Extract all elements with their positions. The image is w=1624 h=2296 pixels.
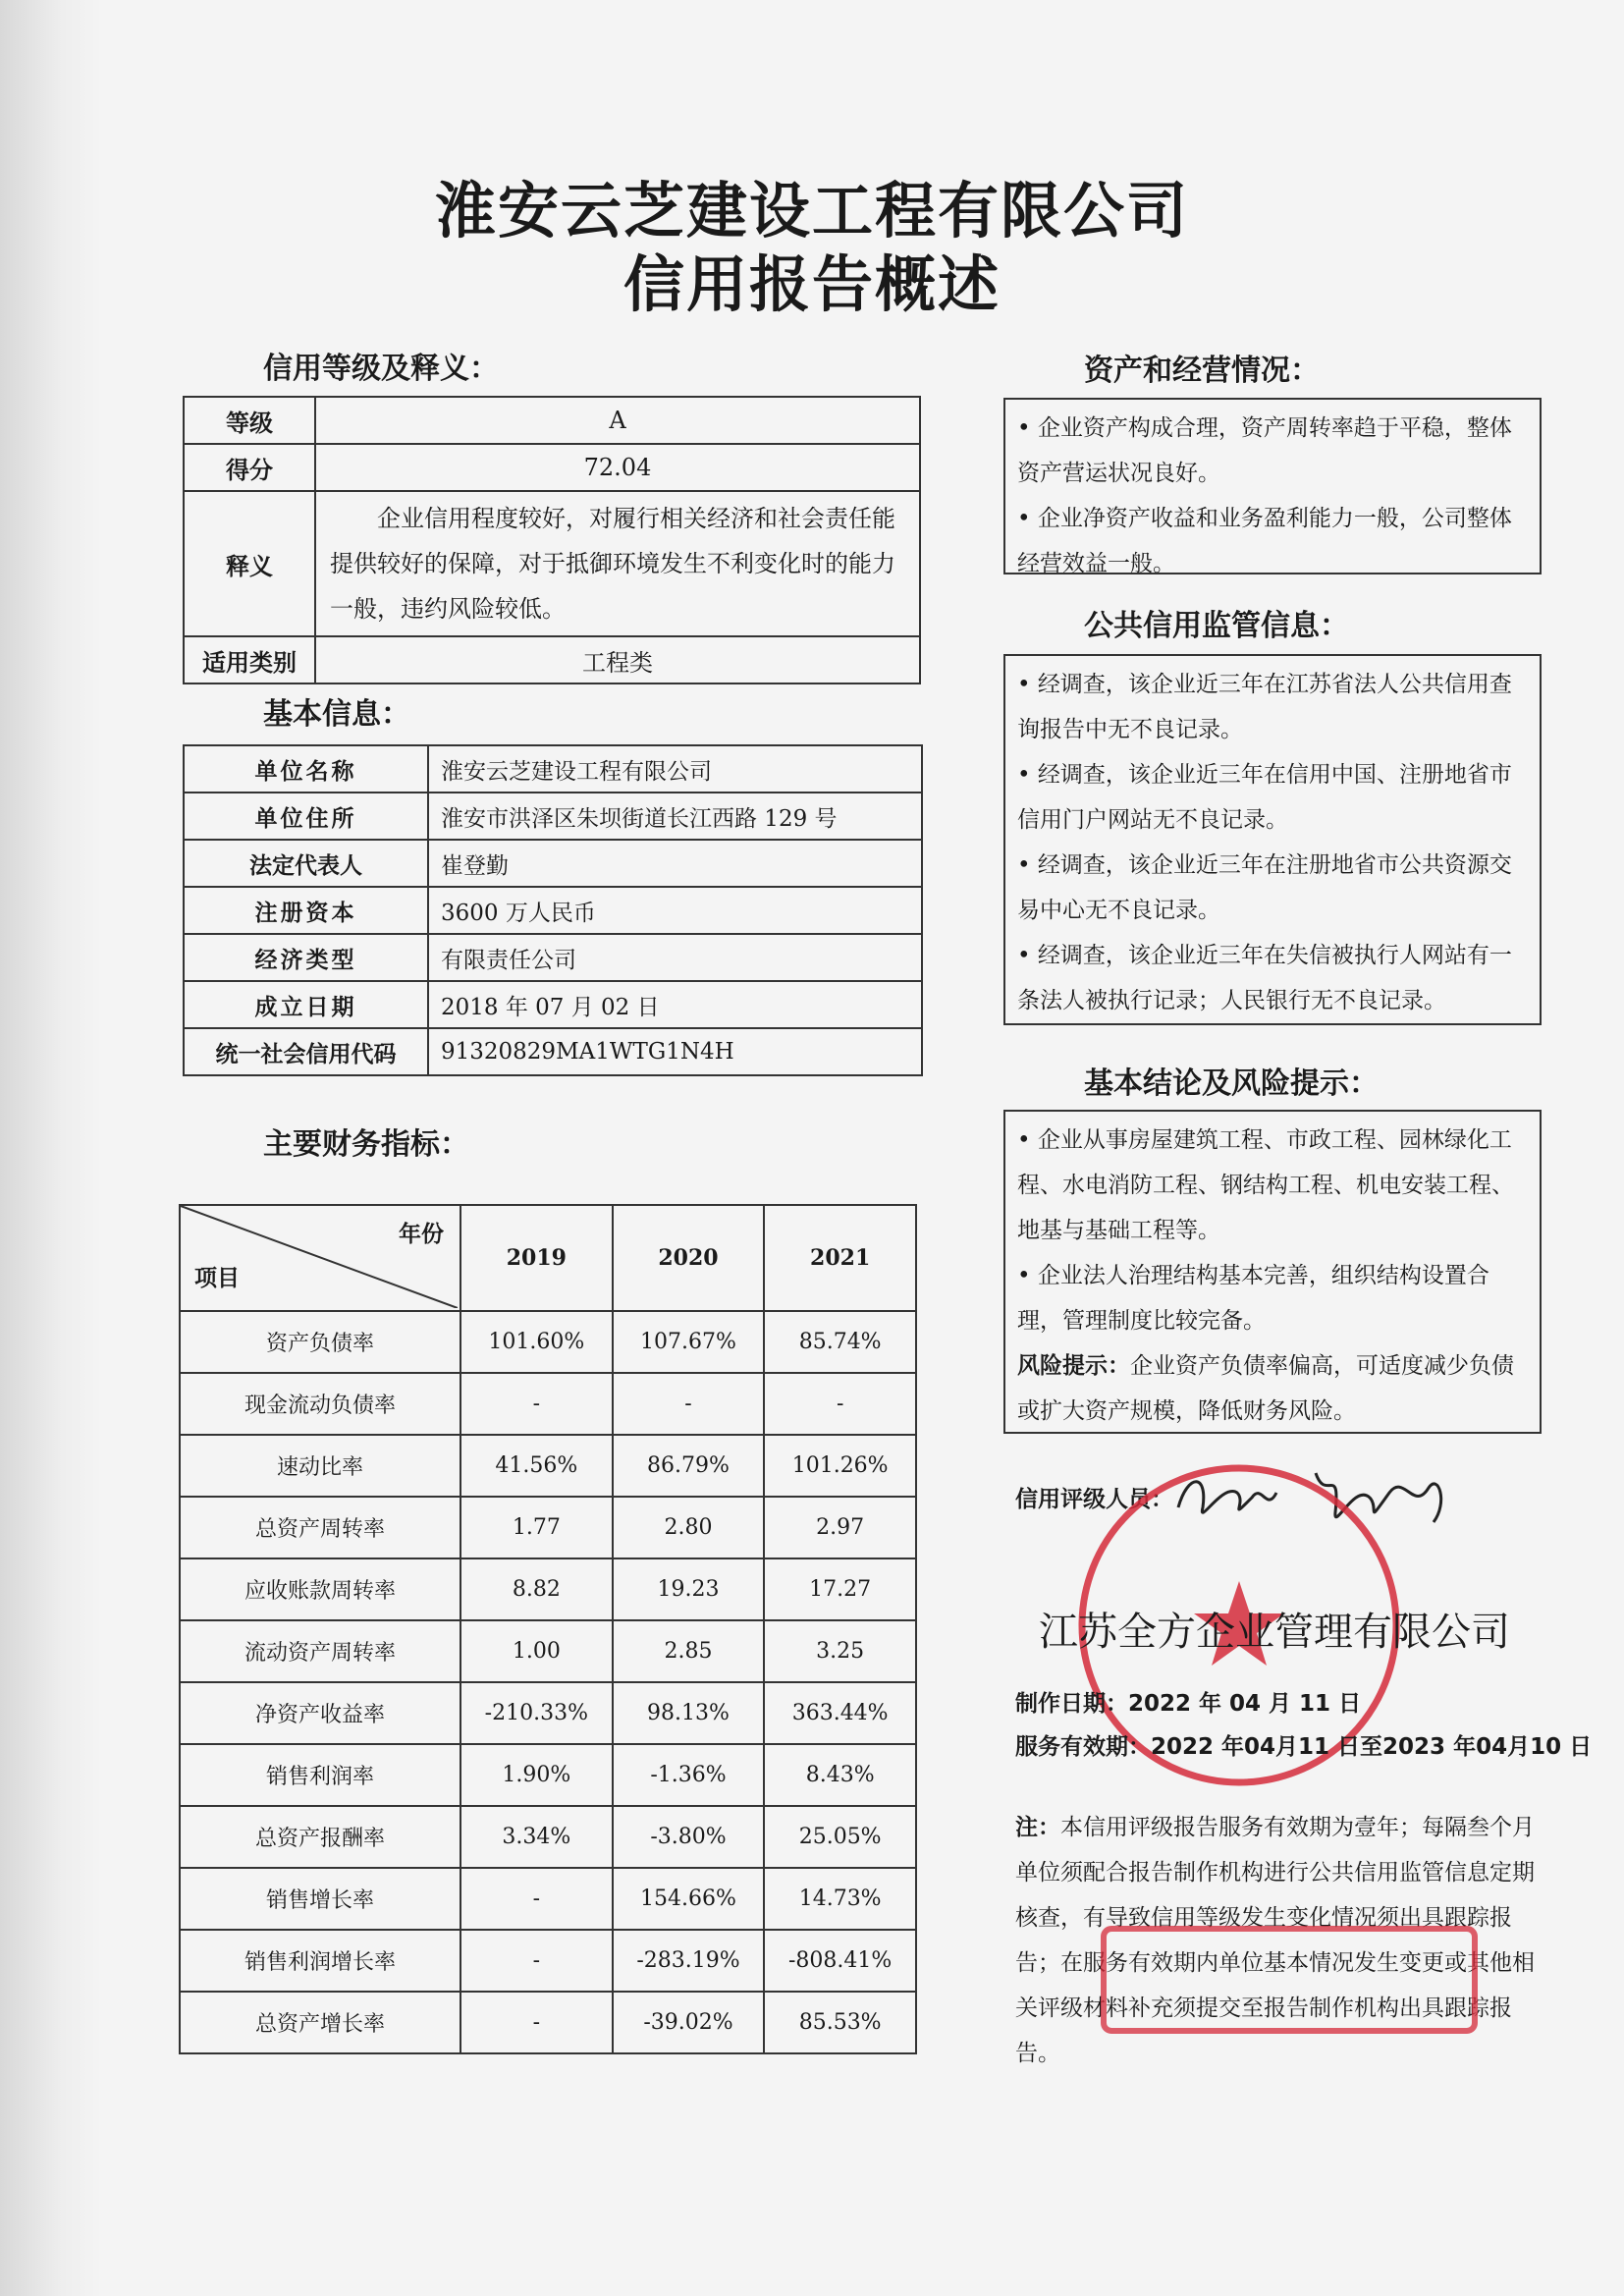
header-item-label: 项目 bbox=[194, 1266, 240, 1291]
rating-table bbox=[183, 396, 921, 684]
indicator-value: 101.26% bbox=[764, 1435, 916, 1497]
assets-heading: 资产和经营情况： bbox=[1084, 354, 1320, 388]
valid-period-line bbox=[1015, 1728, 1592, 1761]
risk-label: 风险提示： bbox=[1017, 1353, 1130, 1379]
list-item: • 经调查，该企业近三年在江苏省法人公共信用查询报告中无不良记录。 bbox=[1017, 672, 1512, 742]
table-row bbox=[180, 1806, 916, 1868]
indicator-value: 85.53% bbox=[764, 1992, 916, 2053]
table-row bbox=[184, 981, 922, 1028]
indicator-value: 363.44% bbox=[764, 1682, 916, 1744]
indicator-name: 销售利润增长率 bbox=[180, 1930, 460, 1992]
year-header: 2021 bbox=[764, 1205, 916, 1311]
table-row bbox=[184, 745, 922, 793]
indicator-value: 14.73% bbox=[764, 1868, 916, 1930]
table-row bbox=[180, 1744, 916, 1806]
table-row bbox=[184, 934, 922, 981]
table-row bbox=[180, 1373, 916, 1435]
indicator-value: 98.13% bbox=[613, 1682, 765, 1744]
indicator-value: -808.41% bbox=[764, 1930, 916, 1992]
year-header: 2019 bbox=[460, 1205, 613, 1311]
table-row bbox=[180, 1435, 916, 1497]
basic-info-table bbox=[183, 744, 923, 1076]
list-item: • 企业从事房屋建筑工程、市政工程、园林绿化工程、水电消防工程、钢结构工程、机电安装工程、地基与基础工程等。 bbox=[1017, 1127, 1514, 1243]
indicator-value: - bbox=[460, 1930, 613, 1992]
indicator-name: 应收账款周转率 bbox=[180, 1558, 460, 1620]
table-row bbox=[180, 1497, 916, 1558]
basic-label: 成立日期 bbox=[184, 981, 428, 1028]
table-header-row bbox=[180, 1205, 916, 1311]
finance-body bbox=[180, 1311, 916, 2053]
table-row bbox=[184, 840, 922, 887]
indicator-value: - bbox=[460, 1373, 613, 1435]
meaning-label: 释义 bbox=[184, 491, 315, 636]
indicator-value: 86.79% bbox=[613, 1435, 765, 1497]
table-row bbox=[184, 444, 920, 491]
indicator-value: - bbox=[613, 1373, 765, 1435]
indicator-value: -1.36% bbox=[613, 1744, 765, 1806]
issuer-company: 江苏全方企业管理有限公司 bbox=[1039, 1610, 1510, 1655]
basic-label: 单位名称 bbox=[184, 745, 428, 793]
list-item: • 企业净资产收益和业务盈利能力一般，公司整体经营效益一般。 bbox=[1017, 506, 1512, 576]
list-item: • 经调查，该企业近三年在注册地省市公共资源交易中心无不良记录。 bbox=[1017, 852, 1512, 923]
indicator-value: 8.82 bbox=[460, 1558, 613, 1620]
risk-paragraph bbox=[1017, 1343, 1528, 1434]
grade-value: A bbox=[315, 397, 920, 444]
basic-heading: 基本信息： bbox=[263, 697, 410, 732]
meaning-text: 企业信用程度较好，对履行相关经济和社会责任能提供较好的保障，对于抵御环境发生不利变化时的能力一般，违约风险较低。 bbox=[330, 505, 895, 623]
category-value: 工程类 bbox=[315, 636, 920, 683]
indicator-name: 总资产周转率 bbox=[180, 1497, 460, 1558]
indicator-value: - bbox=[460, 1868, 613, 1930]
finance-corner-header bbox=[180, 1205, 460, 1311]
indicator-value: 1.77 bbox=[460, 1497, 613, 1558]
page-binding-shadow bbox=[0, 0, 103, 2296]
indicator-name: 总资产增长率 bbox=[180, 1992, 460, 2053]
header-year-label: 年份 bbox=[399, 1222, 444, 1247]
report-title-subtitle: 信用报告概述 bbox=[623, 248, 1001, 320]
indicator-value: -210.33% bbox=[460, 1682, 613, 1744]
indicator-value: -39.02% bbox=[613, 1992, 765, 2053]
note-label: 注： bbox=[1015, 1815, 1060, 1840]
indicator-value: 1.90% bbox=[460, 1744, 613, 1806]
indicator-name: 总资产报酬率 bbox=[180, 1806, 460, 1868]
report-title-company: 淮安云芝建设工程有限公司 bbox=[434, 175, 1189, 246]
list-item: • 企业资产构成合理，资产周转率趋于平稳，整体资产营运状况良好。 bbox=[1017, 415, 1512, 486]
finance-heading: 主要财务指标： bbox=[263, 1127, 469, 1162]
made-date-value: 2022 年 04 月 11 日 bbox=[1128, 1691, 1362, 1717]
basic-value: 91320829MA1WTG1N4H bbox=[428, 1028, 922, 1075]
indicator-value: 1.00 bbox=[460, 1620, 613, 1682]
indicator-value: 3.34% bbox=[460, 1806, 613, 1868]
grade-label: 等级 bbox=[184, 397, 315, 444]
list-item: • 企业法人治理结构基本完善，组织结构设置合理，管理制度比较完备。 bbox=[1017, 1263, 1489, 1334]
category-label: 适用类别 bbox=[184, 636, 315, 683]
indicator-value: 2.97 bbox=[764, 1497, 916, 1558]
table-row bbox=[184, 636, 920, 683]
indicator-value: 2.85 bbox=[613, 1620, 765, 1682]
indicator-name: 流动资产周转率 bbox=[180, 1620, 460, 1682]
table-row bbox=[184, 1028, 922, 1075]
indicator-value: 101.60% bbox=[460, 1311, 613, 1373]
public-credit-heading: 公共信用监管信息： bbox=[1084, 609, 1349, 643]
indicator-value: 107.67% bbox=[613, 1311, 765, 1373]
year-header: 2020 bbox=[613, 1205, 765, 1311]
table-row bbox=[184, 491, 920, 636]
conclusion-box bbox=[1003, 1110, 1542, 1434]
valid-value: 2022 年04月11 日至2023 年04月10 日 bbox=[1151, 1734, 1593, 1760]
indicator-value: 41.56% bbox=[460, 1435, 613, 1497]
table-row bbox=[180, 1620, 916, 1682]
indicator-value: 19.23 bbox=[613, 1558, 765, 1620]
indicator-value: 154.66% bbox=[613, 1868, 765, 1930]
indicator-value: 17.27 bbox=[764, 1558, 916, 1620]
indicator-name: 资产负债率 bbox=[180, 1311, 460, 1373]
indicator-value: 3.25 bbox=[764, 1620, 916, 1682]
table-row bbox=[180, 1558, 916, 1620]
raters-label: 信用评级人员： bbox=[1015, 1487, 1173, 1512]
table-row bbox=[180, 1682, 916, 1744]
basic-label: 法定代表人 bbox=[184, 840, 428, 887]
indicator-name: 速动比率 bbox=[180, 1435, 460, 1497]
basic-value: 淮安市洪泽区朱坝街道长江西路 129 号 bbox=[428, 793, 922, 840]
rating-heading: 信用等级及释义： bbox=[263, 352, 499, 386]
basic-value: 3600 万人民币 bbox=[428, 887, 922, 934]
report-seal bbox=[1100, 1925, 1479, 2035]
indicator-value: 25.05% bbox=[764, 1806, 916, 1868]
basic-value: 淮安云芝建设工程有限公司 bbox=[428, 745, 922, 793]
basic-label: 单位住所 bbox=[184, 793, 428, 840]
risk-text: 企业资产负债率偏高，可适度减少负债或扩大资产规模，降低财务风险。 bbox=[1017, 1353, 1514, 1424]
list-item: • 经调查，该企业近三年在失信被执行人网站有一条法人被执行记录；人民银行无不良记录。 bbox=[1017, 943, 1512, 1013]
table-row bbox=[180, 1311, 916, 1373]
basic-label: 统一社会信用代码 bbox=[184, 1028, 428, 1075]
table-row bbox=[184, 397, 920, 444]
table-row bbox=[180, 1930, 916, 1992]
indicator-name: 净资产收益率 bbox=[180, 1682, 460, 1744]
conclusion-heading: 基本结论及风险提示： bbox=[1084, 1066, 1379, 1101]
basic-value: 2018 年 07 月 02 日 bbox=[428, 981, 922, 1028]
valid-label: 服务有效期： bbox=[1015, 1734, 1151, 1760]
table-row bbox=[184, 887, 922, 934]
made-date-line bbox=[1015, 1685, 1361, 1718]
indicator-value: -283.19% bbox=[613, 1930, 765, 1992]
meaning-value bbox=[315, 491, 920, 636]
table-row bbox=[184, 793, 922, 840]
table-row bbox=[180, 1868, 916, 1930]
indicator-value: - bbox=[764, 1373, 916, 1435]
indicator-name: 销售利润率 bbox=[180, 1744, 460, 1806]
indicator-value: 85.74% bbox=[764, 1311, 916, 1373]
note-text: 本信用评级报告服务有效期为壹年；每隔叁个月单位须配合报告制作机构进行公共信用监管信息定期核查，有导致信用等级发生变化情况须出具跟踪报告；在服务有效期内单位基本情况发生变更或其他相关评级材料补充须提交至报告制作机构出具跟踪报告。 bbox=[1015, 1815, 1535, 2066]
list-item: • 经调查，该企业近三年在信用中国、注册地省市信用门户网站无不良记录。 bbox=[1017, 762, 1512, 833]
basic-label: 注册资本 bbox=[184, 887, 428, 934]
indicator-value: - bbox=[460, 1992, 613, 2053]
indicator-value: 8.43% bbox=[764, 1744, 916, 1806]
assets-box bbox=[1003, 398, 1542, 574]
indicator-value: 2.80 bbox=[613, 1497, 765, 1558]
public-credit-box bbox=[1003, 654, 1542, 1025]
finance-table bbox=[179, 1204, 917, 2054]
basic-value: 有限责任公司 bbox=[428, 934, 922, 981]
made-date-label: 制作日期： bbox=[1015, 1691, 1128, 1717]
score-label: 得分 bbox=[184, 444, 315, 491]
indicator-name: 销售增长率 bbox=[180, 1868, 460, 1930]
score-value: 72.04 bbox=[315, 444, 920, 491]
basic-value: 崔登勤 bbox=[428, 840, 922, 887]
indicator-value: -3.80% bbox=[613, 1806, 765, 1868]
basic-label: 经济类型 bbox=[184, 934, 428, 981]
table-row bbox=[180, 1992, 916, 2053]
indicator-name: 现金流动负债率 bbox=[180, 1373, 460, 1435]
